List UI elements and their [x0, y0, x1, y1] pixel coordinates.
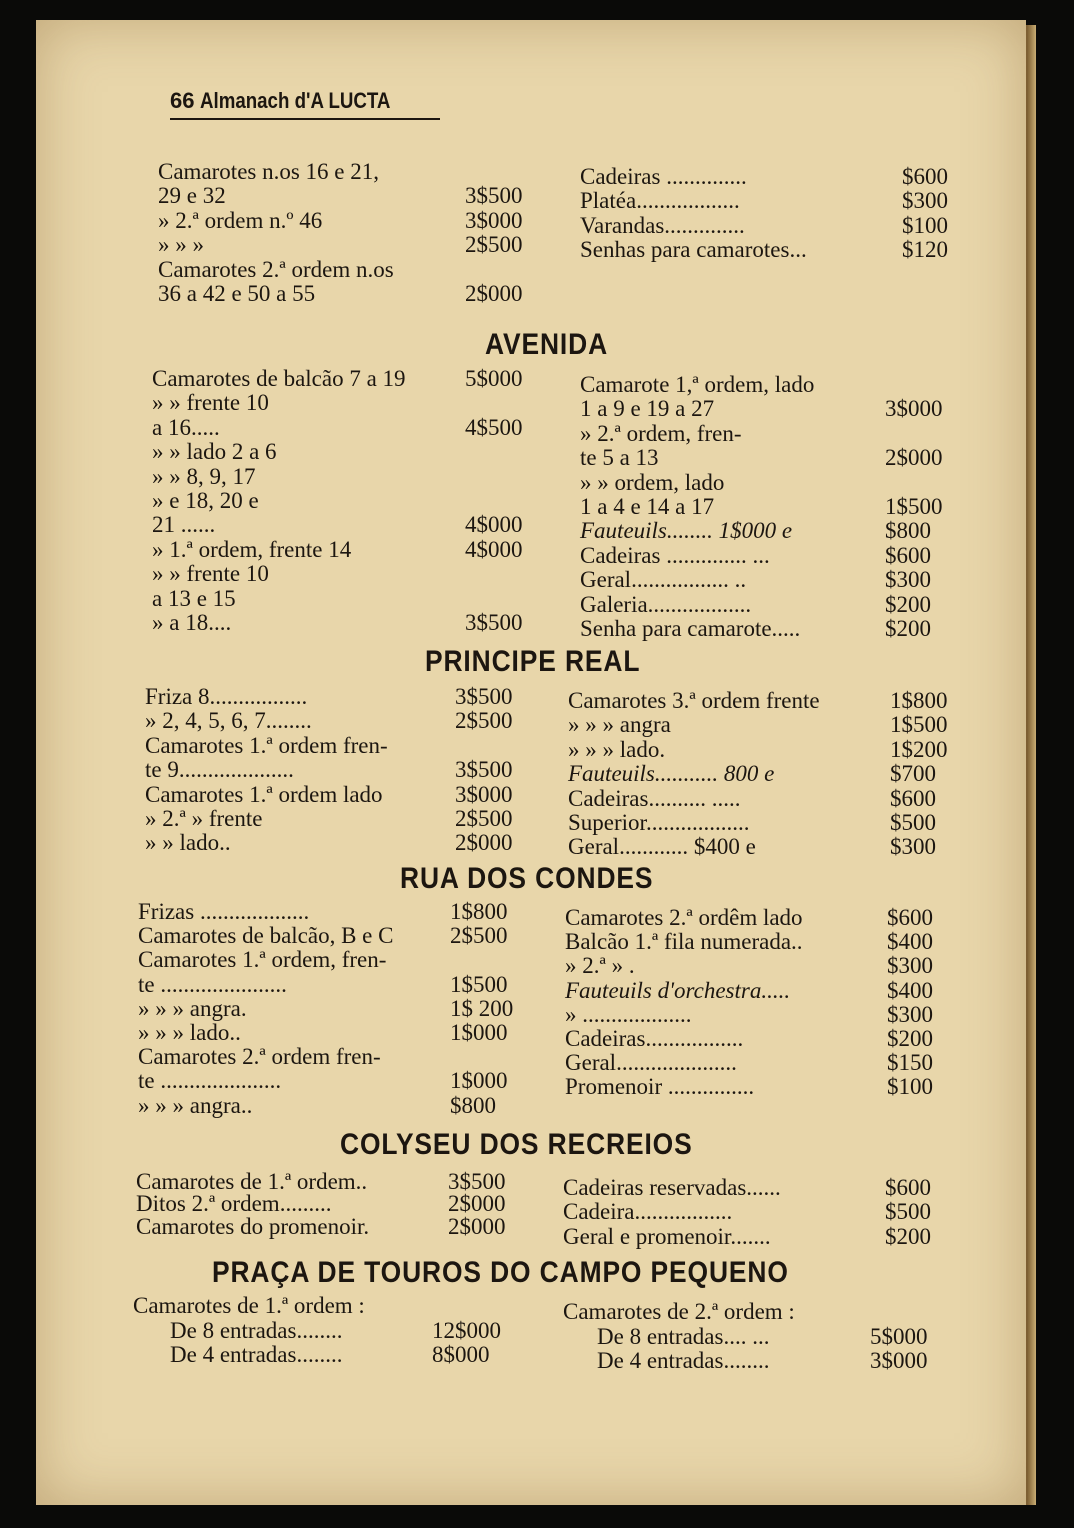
avenida-right-row-price: $200: [885, 591, 931, 617]
colyseu-right-row-label: Geral e promenoir.......: [563, 1223, 771, 1249]
avenida-right-row-label: Fauteuils........ 1$000 e: [580, 518, 793, 544]
touros-left-row-price: 8$000: [432, 1342, 490, 1368]
condes-left-row-label: te ......................: [138, 971, 287, 997]
avenida-right-row-label: te 5 a 13: [580, 445, 659, 471]
running-title: Almanach d'A LUCTA: [200, 88, 391, 113]
touros-left-row-label: De 8 entradas........: [170, 1318, 343, 1343]
avenida-right-row-price: 3$000: [885, 396, 943, 422]
principe-left-row-price: 2$000: [455, 830, 513, 856]
condes-left-row-price: $800: [450, 1092, 496, 1118]
colyseu-right-row-price: $200: [885, 1223, 931, 1249]
principe-right-row-price: 1$800: [890, 688, 948, 713]
avenida-right-row-price: $200: [885, 616, 931, 641]
principe-left-row-label: te 9....................: [145, 757, 294, 783]
colyseu-left-row-price: 3$500: [448, 1169, 506, 1194]
condes-right-row-price: $300: [887, 953, 933, 979]
colyseu-right-row-price: $600: [885, 1175, 931, 1200]
condes-left-row-price: 1$000: [450, 1020, 508, 1045]
condes-right-row-label: Geral.....................: [565, 1050, 737, 1076]
top-right-row-price: $100: [902, 212, 948, 238]
condes-left-row-label: Camarotes 2.ª ordem fren-: [138, 1044, 381, 1070]
avenida-right-row-label: 1 a 4 e 14 a 17: [580, 494, 715, 519]
colyseu-left-row-label: Camarotes de 1.ª ordem..: [136, 1169, 368, 1194]
condes-right-row-price: $600: [887, 905, 933, 930]
avenida-left-row-label: » » 8, 9, 17: [152, 463, 256, 489]
principe-right-row-label: Cadeiras.......... .....: [568, 785, 741, 811]
top-left-row-label: » 2.ª ordem n.º 46: [158, 207, 323, 233]
principe-left-row-label: » 2.ª » frente: [145, 806, 263, 831]
principe-right-row-label: Geral............ $400 e: [568, 834, 756, 860]
principe-right-row-label: » » » lado.: [568, 736, 666, 762]
principe-left-row-price: 3$000: [455, 781, 513, 807]
principe-right-row-price: 1$200: [890, 736, 948, 762]
colyseu-right-row-label: Cadeira.................: [563, 1199, 733, 1225]
condes-right-row-label: Fauteuils d'orchestra.....: [565, 977, 791, 1003]
avenida-left-row-label: » e 18, 20 e: [152, 488, 259, 513]
condes-left-row-label: Camarotes de balcão, B e C: [138, 923, 394, 949]
avenida-left-row-label: » » frente 10: [152, 561, 269, 587]
top-left-row-label: Camarotes 2.ª ordem n.os: [158, 256, 394, 282]
condes-right-row-label: Promenoir ...............: [565, 1074, 755, 1100]
principe-right-row-label: Fauteuils........... 800 e: [568, 761, 775, 787]
top-right-row-price: $300: [902, 188, 948, 214]
condes-left-row-label: te .....................: [138, 1068, 282, 1094]
principe-left-row-label: » 2, 4, 5, 6, 7........: [145, 708, 312, 734]
avenida-right-row-label: » » ordem, lado: [580, 469, 725, 495]
avenida-right-row-label: 1 a 9 e 19 a 27: [580, 396, 715, 422]
avenida-right-row-label: Galeria..................: [580, 591, 752, 617]
avenida-left-row-price: 5$000: [465, 366, 523, 391]
principe-left-row-price: 3$500: [455, 684, 513, 709]
colyseu-left-row-price: 2$000: [448, 1191, 506, 1217]
principe-left-row-label: Friza 8.................: [145, 684, 308, 709]
top-right-row-label: Varandas..............: [580, 212, 745, 238]
top-left-row-price: 2$500: [465, 232, 523, 258]
avenida-left-row-label: » 1.ª ordem, frente 14: [152, 536, 352, 562]
touros-right-row-label: De 4 entradas........: [597, 1348, 770, 1374]
condes-right-row-price: $150: [887, 1050, 933, 1076]
avenida-right-row-label: Geral................. ..: [580, 567, 747, 593]
top-right-row-label: Senhas para camarotes...: [580, 237, 807, 263]
avenida-left-row-label: » a 18....: [152, 610, 232, 635]
avenida-left-row-price: 3$500: [465, 610, 523, 635]
colyseu-right-row-label: Cadeiras reservadas......: [563, 1175, 781, 1200]
top-left-row-price: 3$500: [465, 183, 523, 209]
condes-right-row-price: $400: [887, 977, 933, 1003]
principe-right-row-price: 1$500: [890, 712, 948, 738]
top-left-row-price: 3$000: [465, 207, 523, 233]
avenida-right-row-label: » 2.ª ordem, fren-: [580, 420, 742, 446]
avenida-right-row-price: 1$500: [885, 494, 943, 519]
principe-right-row-price: $500: [890, 810, 936, 835]
avenida-left-row-price: 4$000: [465, 536, 523, 562]
principe-right-row-label: Camarotes 3.ª ordem frente: [568, 688, 820, 713]
avenida-left-row-label: » » frente 10: [152, 390, 269, 416]
principe-left-row-label: Camarotes 1.ª ordem fren-: [145, 732, 388, 758]
colyseu-left-row-label: Camarotes do promenoir.: [136, 1213, 370, 1239]
touros-right-row-price: 3$000: [870, 1348, 928, 1374]
principe-right-row-price: $300: [890, 834, 936, 860]
condes-right-row-label: Cadeiras.................: [565, 1026, 744, 1051]
condes-right-row-price: $200: [887, 1026, 933, 1051]
top-right-row-label: Cadeiras ..............: [580, 164, 747, 189]
avenida-left-row-label: » » lado 2 a 6: [152, 439, 277, 465]
colyseu-left-row-label: Ditos 2.ª ordem.........: [136, 1191, 332, 1217]
principe-left-row-price: 3$500: [455, 757, 513, 783]
touros-title: PRAÇA DE TOUROS DO CAMPO PEQUENO: [212, 1256, 789, 1289]
touros-left-row-label: De 4 entradas........: [170, 1342, 343, 1368]
condes-right-row-price: $100: [887, 1074, 933, 1100]
condes-left-row-price: 1$000: [450, 1068, 508, 1094]
avenida-right-row-label: Senha para camarote.....: [580, 616, 801, 641]
avenida-right-row-price: $300: [885, 567, 931, 593]
top-left-row-price: 2$000: [465, 281, 523, 306]
condes-right-row-price: $300: [887, 1001, 933, 1027]
condes-left-row-price: 1$ 200: [450, 995, 514, 1021]
colyseu-left-row-price: 2$000: [448, 1213, 506, 1239]
avenida-left-row-price: 4$500: [465, 414, 523, 440]
condes-left-row-price: 2$500: [450, 923, 508, 949]
touros-right-row-label: De 8 entradas.... ...: [597, 1324, 770, 1349]
header-rule: [170, 118, 440, 120]
avenida-left-row-label: a 13 e 15: [152, 585, 236, 611]
principe-right-row-price: $600: [890, 785, 936, 811]
avenida-right-row-label: Cadeiras .............. ...: [580, 542, 770, 568]
condes-left-row-price: 1$500: [450, 971, 508, 997]
touros-left-heading: Camarotes de 1.ª ordem :: [133, 1293, 365, 1318]
principe-left-row-label: » » lado..: [145, 830, 231, 856]
condes-right-row-price: $400: [887, 929, 933, 955]
principe-title: PRINCIPE REAL: [425, 645, 641, 678]
avenida-right-row-price: 2$000: [885, 445, 943, 471]
principe-right-row-label: Superior..................: [568, 810, 750, 835]
top-left-row-label: 29 e 32: [158, 183, 226, 209]
touros-right-row-price: 5$000: [870, 1324, 928, 1349]
condes-left-row-label: » » » lado..: [138, 1020, 241, 1045]
avenida-right-row-price: $600: [885, 542, 931, 568]
principe-left-row-label: Camarotes 1.ª ordem lado: [145, 781, 383, 807]
avenida-left-row-label: Camarotes de balcão 7 a 19: [152, 366, 406, 391]
touros-left-row-price: 12$000: [432, 1318, 501, 1343]
avenida-title: AVENIDA: [485, 328, 609, 361]
top-right-row-label: Platéa..................: [580, 188, 740, 214]
page-number: 66: [170, 88, 195, 113]
condes-left-row-label: » » » angra.: [138, 995, 247, 1021]
avenida-right-row-price: $800: [885, 518, 931, 544]
avenida-left-row-label: 21 ......: [152, 512, 216, 538]
top-right-row-price: $600: [902, 164, 948, 189]
top-left-row-label: 36 a 42 e 50 a 55: [158, 281, 316, 306]
colyseu-title: COLYSEU DOS RECREIOS: [340, 1128, 693, 1161]
top-left-row-label: » » »: [158, 232, 204, 258]
principe-right-row-label: » » » angra: [568, 712, 671, 738]
top-right-row-price: $120: [902, 237, 948, 263]
touros-right-heading: Camarotes de 2.ª ordem :: [563, 1299, 795, 1324]
condes-left-row-price: 1$800: [450, 899, 508, 924]
top-left-row-label: Camarotes n.os 16 e 21,: [158, 159, 380, 184]
condes-right-row-label: Camarotes 2.ª ordêm lado: [565, 905, 803, 930]
colyseu-right-row-price: $500: [885, 1199, 931, 1225]
principe-left-row-price: 2$500: [455, 708, 513, 734]
condes-left-row-label: » » » angra..: [138, 1092, 253, 1118]
condes-right-row-label: » 2.ª » .: [565, 953, 635, 979]
condes-left-row-label: Camarotes 1.ª ordem, fren-: [138, 947, 387, 973]
principe-right-row-price: $700: [890, 761, 936, 787]
avenida-left-row-price: 4$000: [465, 512, 523, 538]
avenida-right-row-label: Camarote 1,ª ordem, lado: [580, 372, 815, 397]
condes-left-row-label: Frizas ...................: [138, 899, 310, 924]
condes-title: RUA DOS CONDES: [400, 862, 654, 895]
condes-right-row-label: » ...................: [565, 1001, 692, 1027]
principe-left-row-price: 2$500: [455, 806, 513, 831]
condes-right-row-label: Balcão 1.ª fila numerada..: [565, 929, 803, 955]
avenida-left-row-label: a 16.....: [152, 414, 220, 440]
